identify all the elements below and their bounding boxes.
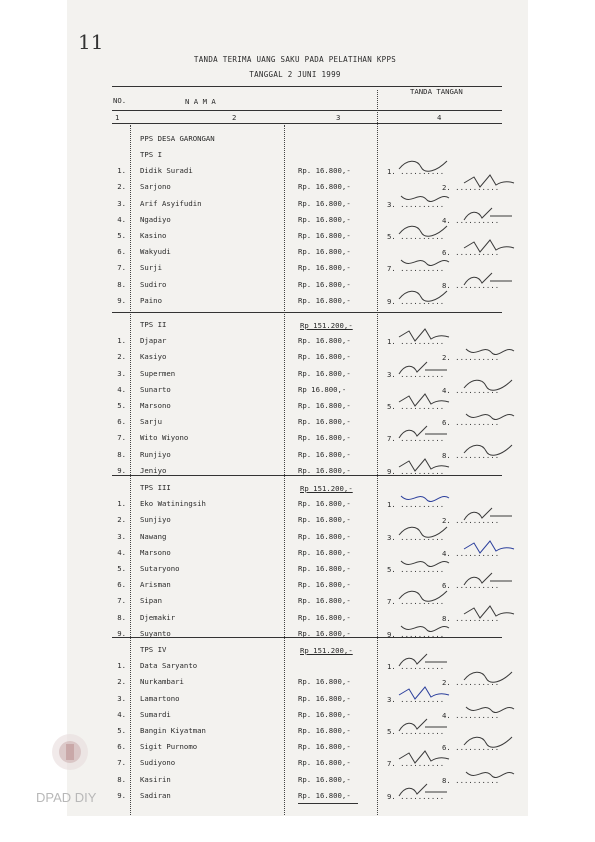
column-number: 3 — [336, 113, 341, 122]
row-number: 7. — [117, 433, 126, 443]
document-title: TANDA TERIMA UANG SAKU PADA PELATIHAN KPPS — [193, 55, 397, 64]
row-name: Kasirin — [140, 774, 171, 784]
row-amount: Rp. 16.800,- — [298, 612, 351, 622]
row-number: 9. — [117, 295, 126, 305]
signature-mark — [397, 490, 453, 508]
row-name: Marsono — [140, 547, 171, 557]
row-number: 2. — [117, 515, 126, 525]
column-header-signature: TANDA TANGAN — [410, 87, 463, 96]
group-subtotal: Rp 151.200,- — [300, 484, 353, 493]
signature-slot: 9. .......... — [387, 791, 445, 801]
row-amount: Rp. 16.800,- — [298, 279, 351, 289]
signature-slot: 3. .......... — [387, 199, 445, 209]
row-amount: Rp. 16.800,- — [298, 515, 351, 525]
row-amount: Rp. 16.800,- — [298, 564, 351, 573]
row-name: Kasiyo — [140, 352, 167, 362]
row-name: Arif Asyifudin — [140, 198, 202, 208]
signature-slot: 2. .......... — [442, 183, 500, 193]
row-number: 1. — [117, 336, 126, 346]
row-number: 9. — [117, 790, 126, 800]
signature-mark — [462, 206, 518, 224]
row-name: Sadiran — [140, 790, 171, 800]
row-number: 6. — [117, 247, 126, 257]
row-name: Marsono — [140, 401, 171, 410]
row-name: Sunarto — [140, 384, 171, 394]
row-name: Supermen — [140, 368, 176, 378]
signature-slot: 5. .......... — [387, 727, 445, 736]
row-name: Sarju — [140, 417, 162, 427]
signature-slot: 1. .......... — [387, 167, 445, 177]
signature-slot: 1. .......... — [387, 662, 445, 672]
row-name: Runjiyo — [140, 449, 171, 459]
row-amount: Rp. 16.800,- — [298, 214, 351, 224]
row-amount: Rp. 16.800,- — [298, 449, 351, 459]
row-number: 4. — [117, 384, 126, 394]
header-mid-rule — [112, 110, 502, 111]
row-amount: Rp. 16.800,- — [298, 547, 351, 557]
page-number-handwritten: 11 — [78, 30, 104, 54]
column-number: 4 — [437, 113, 442, 122]
group-separator-rule — [112, 312, 502, 313]
signature-slot: 2. .......... — [442, 353, 500, 363]
column-header-name: N A M A — [185, 97, 216, 106]
row-amount: Rp. 16.800,- — [298, 628, 351, 638]
row-name: Kasino — [140, 231, 167, 240]
row-amount: Rp. 16.800,- — [298, 368, 351, 378]
signature-slot: 4. .......... — [442, 710, 500, 720]
signature-mark — [462, 604, 518, 622]
row-name: Sudiyono — [140, 758, 176, 768]
row-number: 4. — [117, 214, 126, 224]
row-number: 8. — [117, 774, 126, 784]
row-amount: Rp. 16.800,- — [298, 247, 351, 257]
signature-mark — [462, 668, 518, 686]
signature-mark — [397, 157, 453, 175]
row-number: 8. — [117, 612, 126, 622]
row-number: 1. — [117, 661, 126, 671]
signature-slot: 7. .......... — [387, 434, 445, 444]
signature-slot: 5. .......... — [387, 232, 445, 241]
signature-slot: 9. .......... — [387, 466, 445, 476]
signature-mark — [397, 392, 453, 410]
row-name: Suyanto — [140, 628, 171, 638]
signature-mark — [397, 587, 453, 605]
signature-slot: 4. .......... — [442, 215, 500, 225]
row-amount: Rp. 16.800,- — [298, 580, 351, 590]
signature-slot: 8. .......... — [442, 613, 500, 623]
column-number: 1 — [115, 113, 120, 122]
row-amount: Rp 16.800,- — [298, 384, 347, 394]
row-name: Sipan — [140, 596, 162, 606]
row-name: Surji — [140, 263, 162, 273]
row-amount: Rp. 16.800,- — [298, 726, 351, 735]
group-separator-rule — [112, 637, 502, 638]
group-title: TPS I — [140, 150, 162, 159]
row-number: 1. — [117, 166, 126, 176]
column-divider — [284, 125, 285, 815]
signature-mark — [462, 441, 518, 459]
column-divider — [130, 125, 131, 815]
row-amount: Rp. 16.800,- — [298, 182, 351, 192]
signature-mark — [462, 701, 518, 719]
signature-mark — [462, 271, 518, 289]
row-amount: Rp. 16.800,- — [298, 531, 351, 541]
row-name: Sudiro — [140, 279, 167, 289]
signature-mark — [462, 173, 518, 191]
document-date: TANGGAL 2 JUNI 1999 — [249, 70, 341, 79]
signature-mark — [397, 685, 453, 703]
signature-slot: 7. .......... — [387, 759, 445, 769]
row-name: Nurkambari — [140, 677, 184, 687]
signature-slot: 7. .......... — [387, 597, 445, 607]
row-name: Wakyudi — [140, 247, 171, 257]
signature-slot: 1. .......... — [387, 337, 445, 347]
row-name: Didik Suradi — [140, 166, 193, 176]
row-number: 2. — [117, 352, 126, 362]
signature-mark — [397, 190, 453, 208]
row-number: 5. — [117, 726, 126, 735]
row-number: 3. — [117, 368, 126, 378]
signature-slot: 7. .......... — [387, 264, 445, 274]
signature-mark — [397, 652, 453, 670]
signature-slot: 6. .......... — [442, 743, 500, 753]
row-name: Data Saryanto — [140, 661, 198, 671]
signature-mark — [397, 620, 453, 638]
watermark-emblem — [50, 730, 90, 780]
row-amount: Rp. 16.800,- — [298, 295, 351, 305]
row-amount: Rp. 16.800,- — [298, 465, 351, 475]
signature-slot: 8. .......... — [442, 450, 500, 460]
row-amount: Rp. 16.800,- — [298, 774, 351, 784]
row-name: Sunjiyo — [140, 515, 171, 525]
row-name: Wito Wiyono — [140, 433, 189, 443]
row-number: 3. — [117, 531, 126, 541]
row-amount: Rp. 16.800,- — [298, 263, 351, 273]
signature-slot: 5. .......... — [387, 565, 445, 574]
signature-mark — [397, 749, 453, 767]
signature-mark — [462, 238, 518, 256]
signature-slot: 4. .......... — [442, 385, 500, 395]
group-title: TPS III — [140, 483, 171, 492]
signature-mark — [397, 782, 453, 800]
row-amount: Rp. 16.800,- — [298, 693, 351, 703]
row-amount: Rp. 16.800,- — [298, 790, 351, 800]
signature-slot: 3. .......... — [387, 694, 445, 704]
row-number: 3. — [117, 198, 126, 208]
signature-slot: 9. .......... — [387, 629, 445, 639]
row-number: 5. — [117, 401, 126, 410]
row-number: 8. — [117, 279, 126, 289]
row-name: Bangin Kiyatman — [140, 726, 206, 735]
row-number: 5. — [117, 231, 126, 240]
row-amount: Rp. 16.800,- — [298, 198, 351, 208]
signature-mark — [397, 327, 453, 345]
row-name: Lamartono — [140, 693, 180, 703]
signature-slot: 3. .......... — [387, 532, 445, 542]
group-subtotal: Rp 151.200,- — [300, 646, 353, 655]
signature-mark — [462, 376, 518, 394]
row-number: 6. — [117, 580, 126, 590]
row-name: Sigit Purnomo — [140, 742, 198, 752]
row-amount: Rp. 16.800,- — [298, 596, 351, 606]
signature-slot: 6. .......... — [442, 418, 500, 428]
signature-slot: 4. .......... — [442, 548, 500, 558]
row-name: Eko Watiningsih — [140, 499, 206, 509]
column-divider — [377, 90, 378, 815]
row-number: 6. — [117, 742, 126, 752]
row-number: 9. — [117, 465, 126, 475]
group-title: TPS IV — [140, 645, 167, 654]
signature-mark — [397, 254, 453, 272]
row-name: Djapar — [140, 336, 167, 346]
row-amount: Rp. 16.800,- — [298, 166, 351, 176]
row-amount: Rp. 16.800,- — [298, 758, 351, 768]
signature-slot: 9. .......... — [387, 296, 445, 306]
row-number: 6. — [117, 417, 126, 427]
row-amount: Rp. 16.800,- — [298, 352, 351, 362]
column-header-no: NO. — [113, 96, 127, 105]
signature-mark — [462, 733, 518, 751]
signature-mark — [462, 408, 518, 426]
row-number: 8. — [117, 449, 126, 459]
row-number: 4. — [117, 709, 126, 719]
row-amount: Rp. 16.800,- — [298, 336, 351, 346]
signature-mark — [397, 222, 453, 240]
row-number: 9. — [117, 628, 126, 638]
watermark-text: DPAD DIY — [36, 790, 97, 805]
column-number: 2 — [232, 113, 237, 122]
signature-mark — [397, 287, 453, 305]
row-number: 1. — [117, 499, 126, 509]
row-number: 4. — [117, 547, 126, 557]
row-number: 5. — [117, 564, 126, 573]
group-separator-rule — [112, 475, 502, 476]
signature-mark — [397, 457, 453, 475]
row-amount: Rp. 16.800,- — [298, 417, 351, 427]
row-name: Jeniyo — [140, 465, 167, 475]
village-heading: PPS DESA GARONGAN — [140, 134, 215, 143]
row-number: 2. — [117, 677, 126, 687]
row-number: 7. — [117, 263, 126, 273]
row-amount: Rp. 16.800,- — [298, 401, 351, 410]
signature-slot: 2. .......... — [442, 516, 500, 526]
row-number: 7. — [117, 596, 126, 606]
signature-slot: 8. .......... — [442, 280, 500, 290]
signature-slot: 1. .......... — [387, 500, 445, 510]
row-name: Sarjono — [140, 182, 171, 192]
signature-mark — [397, 555, 453, 573]
row-name: Djemakir — [140, 612, 176, 622]
signature-mark — [397, 523, 453, 541]
signature-slot: 6. .......... — [442, 248, 500, 258]
row-name: Paino — [140, 295, 162, 305]
signature-slot: 2. .......... — [442, 678, 500, 688]
row-number: 7. — [117, 758, 126, 768]
row-number: 2. — [117, 182, 126, 192]
signature-mark — [462, 766, 518, 784]
row-amount: Rp. 16.800,- — [298, 499, 351, 509]
group-title: TPS II — [140, 320, 167, 329]
signature-slot: 8. .......... — [442, 775, 500, 785]
row-name: Arisman — [140, 580, 171, 590]
signature-slot: 3. .......... — [387, 369, 445, 379]
row-amount: Rp. 16.800,- — [298, 677, 351, 687]
row-amount: Rp. 16.800,- — [298, 231, 351, 240]
header-bottom-rule — [112, 123, 502, 124]
signature-mark — [462, 343, 518, 361]
row-name: Sutaryono — [140, 564, 180, 573]
signature-mark — [462, 539, 518, 557]
signature-mark — [397, 360, 453, 378]
group-subtotal: Rp 151.200,- — [300, 321, 353, 330]
signature-slot: 6. .......... — [442, 581, 500, 591]
signature-mark — [397, 424, 453, 442]
row-name: Nawang — [140, 531, 167, 541]
row-name: Ngadiyo — [140, 214, 171, 224]
signature-mark — [397, 717, 453, 735]
row-amount: Rp. 16.800,- — [298, 709, 351, 719]
signature-mark — [462, 506, 518, 524]
row-name: Sumardi — [140, 709, 171, 719]
signature-mark — [462, 571, 518, 589]
final-amount-underline — [298, 803, 358, 804]
row-amount: Rp. 16.800,- — [298, 433, 351, 443]
signature-slot: 5. .......... — [387, 402, 445, 411]
row-amount: Rp. 16.800,- — [298, 742, 351, 752]
row-number: 3. — [117, 693, 126, 703]
